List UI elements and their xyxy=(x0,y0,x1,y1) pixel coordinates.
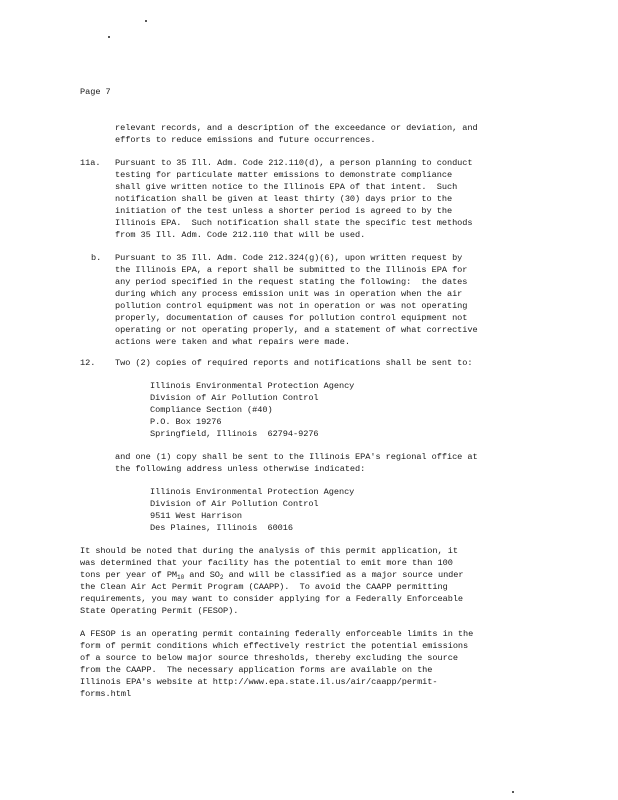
page-number: Page 7 xyxy=(80,87,111,97)
text-segment: and will be classified as a major source under xyxy=(223,570,464,580)
subscript: 2 xyxy=(219,574,224,581)
text-line: It should be noted that during the analysis of this permit application, it xyxy=(80,546,458,556)
text-segment: and SO xyxy=(184,570,220,580)
text-line: Illinois EPA. Such notification shall state the specific test methods xyxy=(115,218,473,228)
address-line: Des Plaines, Illinois 60016 xyxy=(150,523,293,533)
text-line: the following address unless otherwise indicated: xyxy=(115,464,366,474)
text-line: during which any process emission unit was in operation when the air xyxy=(115,289,463,299)
address-line: Compliance Section (#40) xyxy=(150,405,273,415)
address-line: P.O. Box 19276 xyxy=(150,417,222,427)
address-line: Illinois Environmental Protection Agency xyxy=(150,381,355,391)
address-line: 9511 West Harrison xyxy=(150,511,242,521)
text-line: from 35 Ill. Adm. Code 212.110 that will be used. xyxy=(115,230,366,240)
text-line: properly, documentation of causes for pollution control equipment not xyxy=(115,313,468,323)
item-number-12: 12. xyxy=(80,358,96,368)
address-line: Illinois Environmental Protection Agency xyxy=(150,487,355,497)
item-number-11b: b. xyxy=(91,253,102,263)
address-line: Springfield, Illinois 62794-9276 xyxy=(150,429,319,439)
text-line: from the CAAPP. The necessary application forms are available on the xyxy=(80,665,433,675)
text-line: State Operating Permit (FESOP). xyxy=(80,606,239,616)
text-line: any period specified in the request stating the following: the dates xyxy=(115,277,468,287)
scan-speck xyxy=(108,36,110,38)
text-line: the Illinois EPA, a report shall be submitted to the Illinois EPA for xyxy=(115,265,468,275)
item-number-11a: 11a. xyxy=(80,158,101,168)
text-line: operating or not operating properly, and a statement of what corrective xyxy=(115,325,478,335)
text-line: the Clean Air Act Permit Program (CAAPP). To avoid the CAAPP permitting xyxy=(80,582,448,592)
text-line: Pursuant to 35 Ill. Adm. Code 212.110(d), a person planning to conduct xyxy=(115,158,473,168)
text-line: of a source to below major source thresholds, thereby excluding the source xyxy=(80,653,458,663)
text-line: was determined that your facility has the potential to emit more than 100 xyxy=(80,558,453,568)
text-line xyxy=(80,569,464,581)
text-line: A FESOP is an operating permit containing federally enforceable limits in the xyxy=(80,629,474,639)
address-line: Division of Air Pollution Control xyxy=(150,499,319,509)
text-line: relevant records, and a description of the exceedance or deviation, and xyxy=(115,123,478,133)
text-line: shall give written notice to the Illinois EPA of that intent. Such xyxy=(115,182,458,192)
text-segment: tons per year of PM xyxy=(80,570,178,580)
scan-speck xyxy=(512,791,514,793)
text-line: testing for particulate matter emissions to demonstrate compliance xyxy=(115,170,453,180)
text-line: Pursuant to 35 Ill. Adm. Code 212.324(g)(6), upon written request by xyxy=(115,253,463,263)
text-line: pollution control equipment was not in operation or was not operating xyxy=(115,301,468,311)
text-line: efforts to reduce emissions and future occurrences. xyxy=(115,135,376,145)
address-line: Division of Air Pollution Control xyxy=(150,393,319,403)
text-line: actions were taken and what repairs were made. xyxy=(115,337,350,347)
text-line: forms.html xyxy=(80,689,132,699)
text-line: Illinois EPA's website at http://www.epa.state.il.us/air/caapp/permit- xyxy=(80,677,438,687)
text-line: Two (2) copies of required reports and notifications shall be sent to: xyxy=(115,358,473,368)
text-line: requirements, you may want to consider applying for a Federally Enforceable xyxy=(80,594,464,604)
subscript: 10 xyxy=(177,574,185,581)
text-line: initiation of the test unless a shorter period is agreed to by the xyxy=(115,206,453,216)
text-line: and one (1) copy shall be sent to the Illinois EPA's regional office at xyxy=(115,452,478,462)
scan-speck xyxy=(145,20,147,22)
text-line: notification shall be given at least thirty (30) days prior to the xyxy=(115,194,453,204)
text-line: form of permit conditions which effectively restrict the potential emissions xyxy=(80,641,469,651)
